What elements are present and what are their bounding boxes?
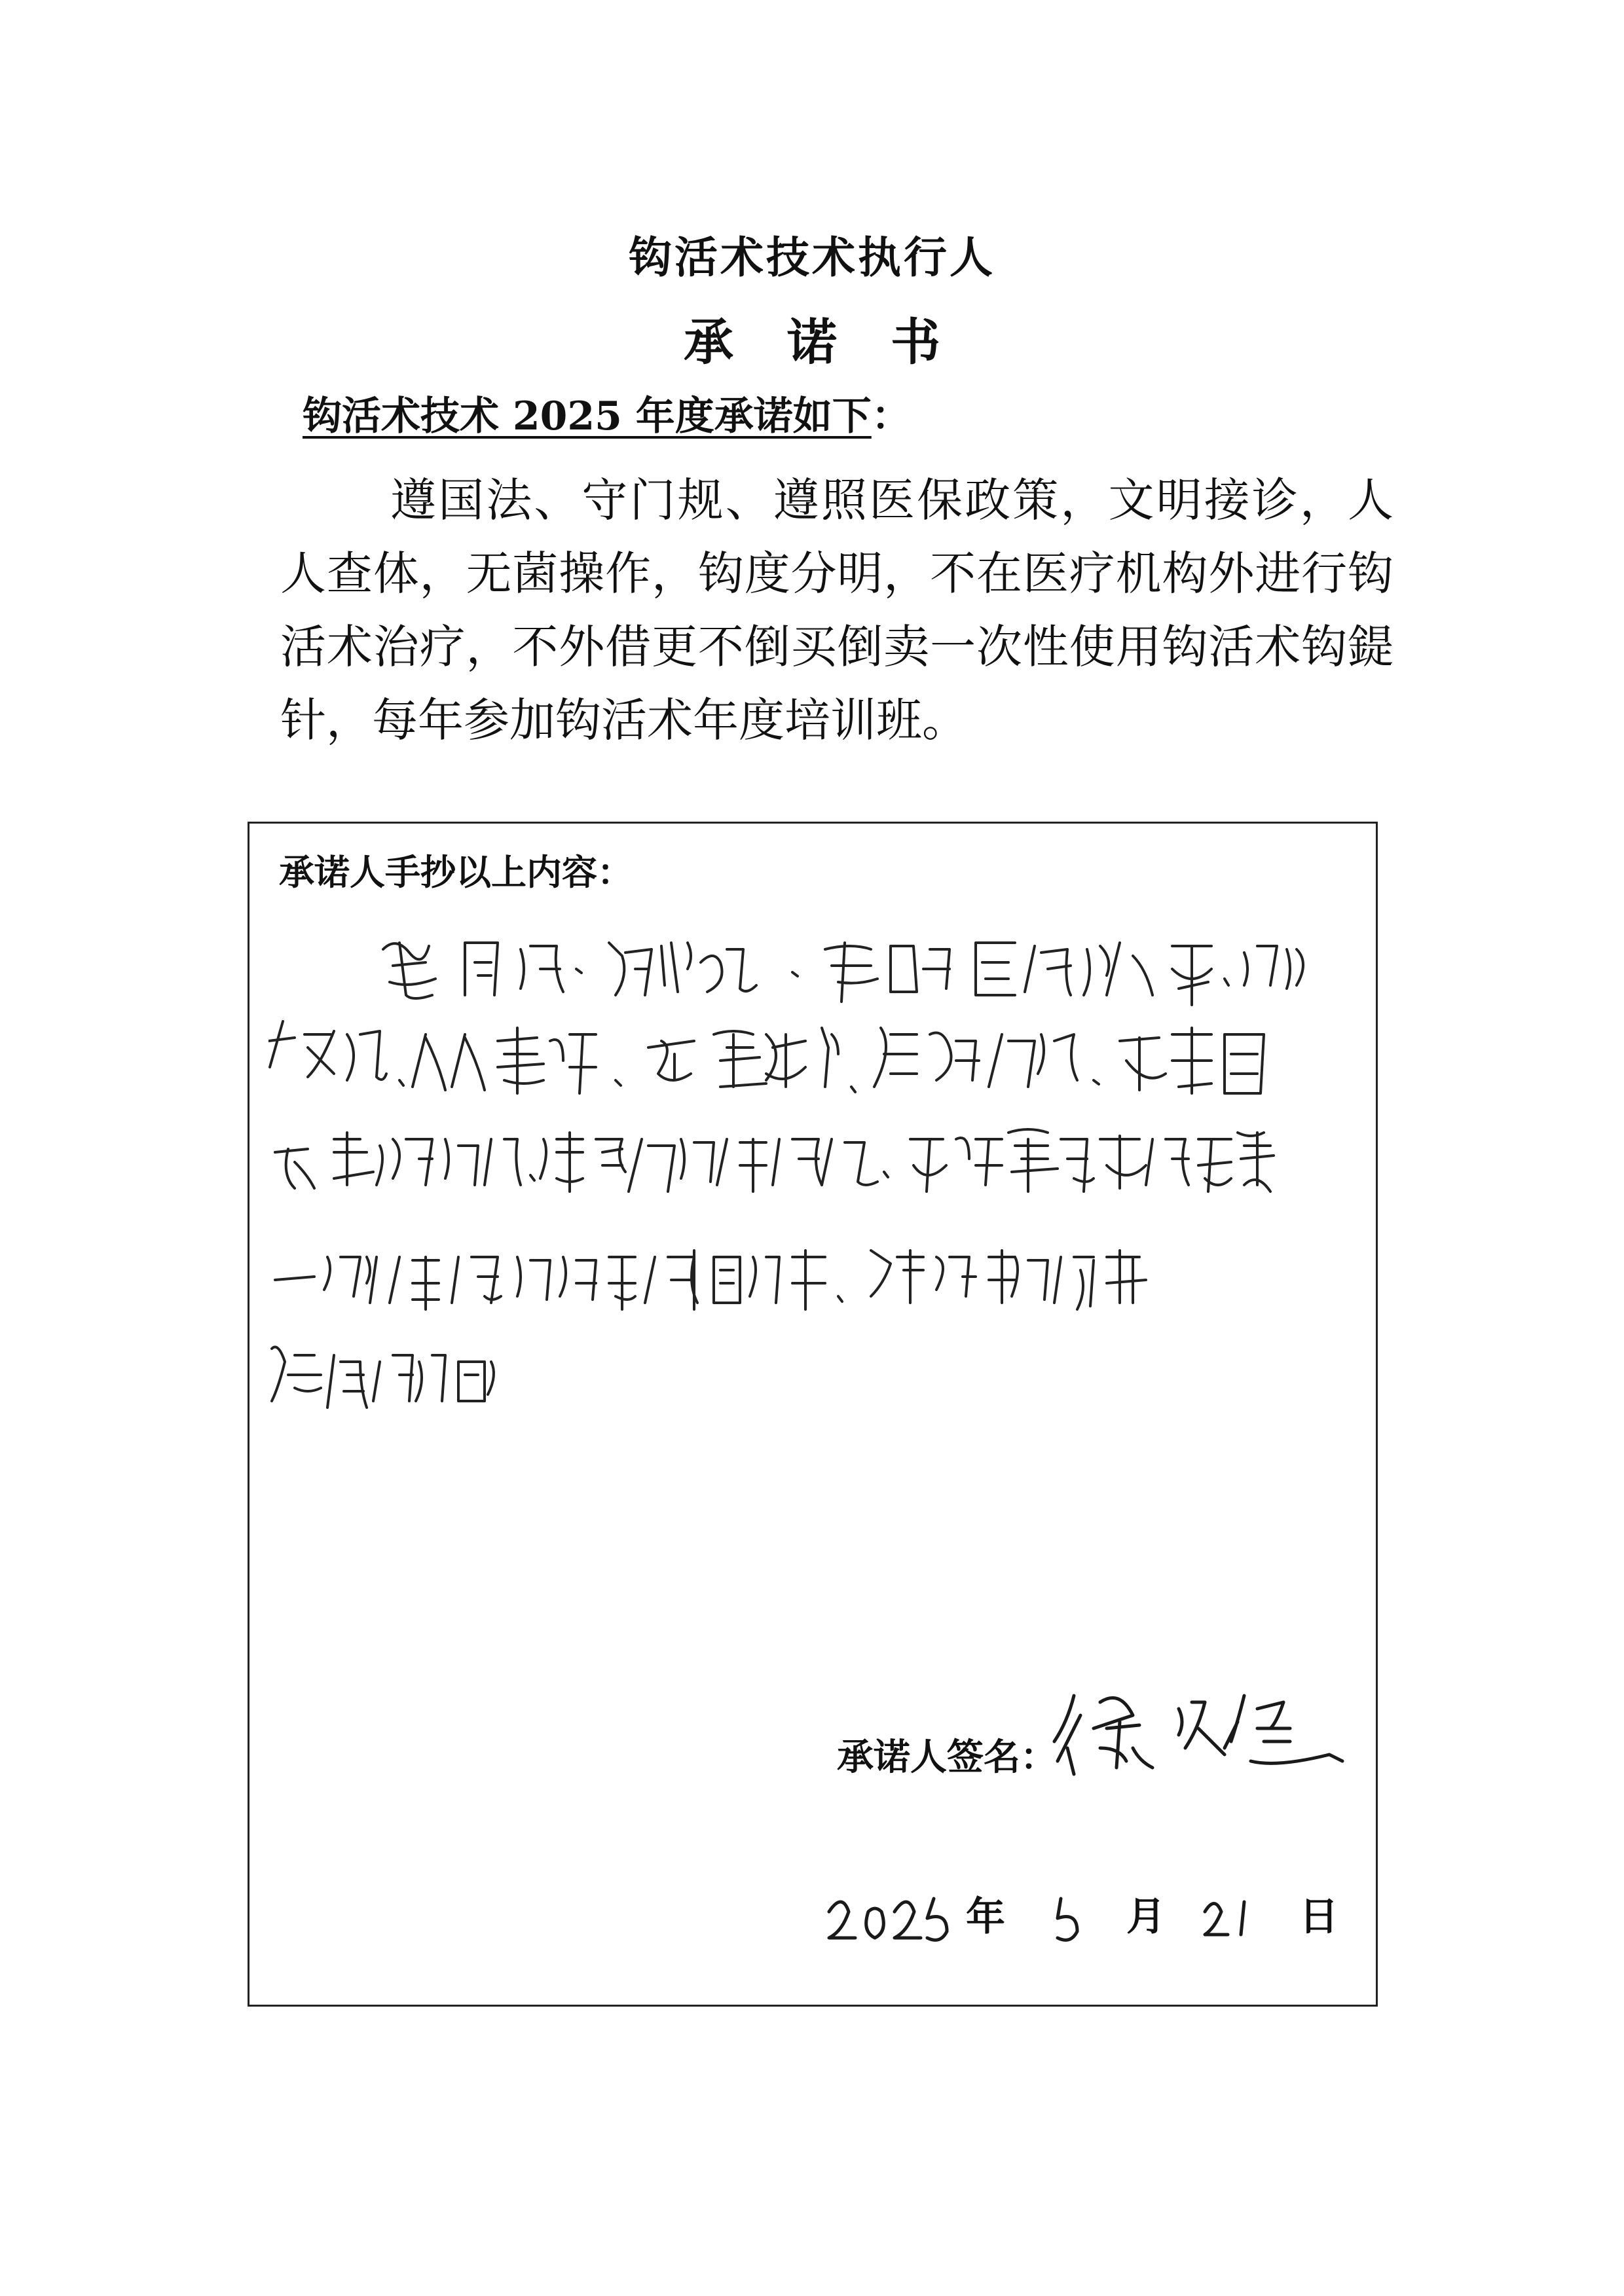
commitment-body: 遵国法、守门规、遵照医保政策，文明接诊，人人查体，无菌操作，钩度分明，不在医疗机构外进行钩活术治疗，不外借更不倒买倒卖一次性使用钩活术钩鍉针，每年参加钩活术年度培训班。 bbox=[280, 473, 1393, 747]
document-title: 钩活术技术执行人 bbox=[629, 232, 995, 283]
date-year-text bbox=[0, 0, 1, 1]
signature-label: 承诺人签名： bbox=[837, 1736, 1057, 1779]
commitment-heading bbox=[303, 385, 911, 441]
date-month-text bbox=[0, 0, 1, 1]
commitment-heading-colon: ： bbox=[871, 393, 911, 439]
date-year-label: 年 bbox=[966, 1894, 1005, 1940]
date-month-handwritten bbox=[1041, 1886, 1094, 1944]
date-month-label: 月 bbox=[1126, 1894, 1166, 1940]
signature-name bbox=[0, 0, 1, 1]
date-day-text bbox=[0, 0, 1, 1]
date-day-label: 日 bbox=[1299, 1894, 1338, 1940]
handcopy-label: 承诺人手抄以上内容： bbox=[279, 851, 633, 893]
handwritten-copy-text bbox=[0, 0, 1, 1]
handwritten-copy bbox=[268, 903, 1369, 1611]
commitment-heading-text: 钩活术技术 2025 年度承诺如下 bbox=[303, 393, 872, 439]
date-year-handwritten bbox=[822, 1886, 967, 1944]
document-subtitle: 承诺书 bbox=[684, 313, 994, 371]
date-day-handwritten bbox=[1198, 1889, 1270, 1941]
handwritten-signature bbox=[1048, 1676, 1349, 1781]
